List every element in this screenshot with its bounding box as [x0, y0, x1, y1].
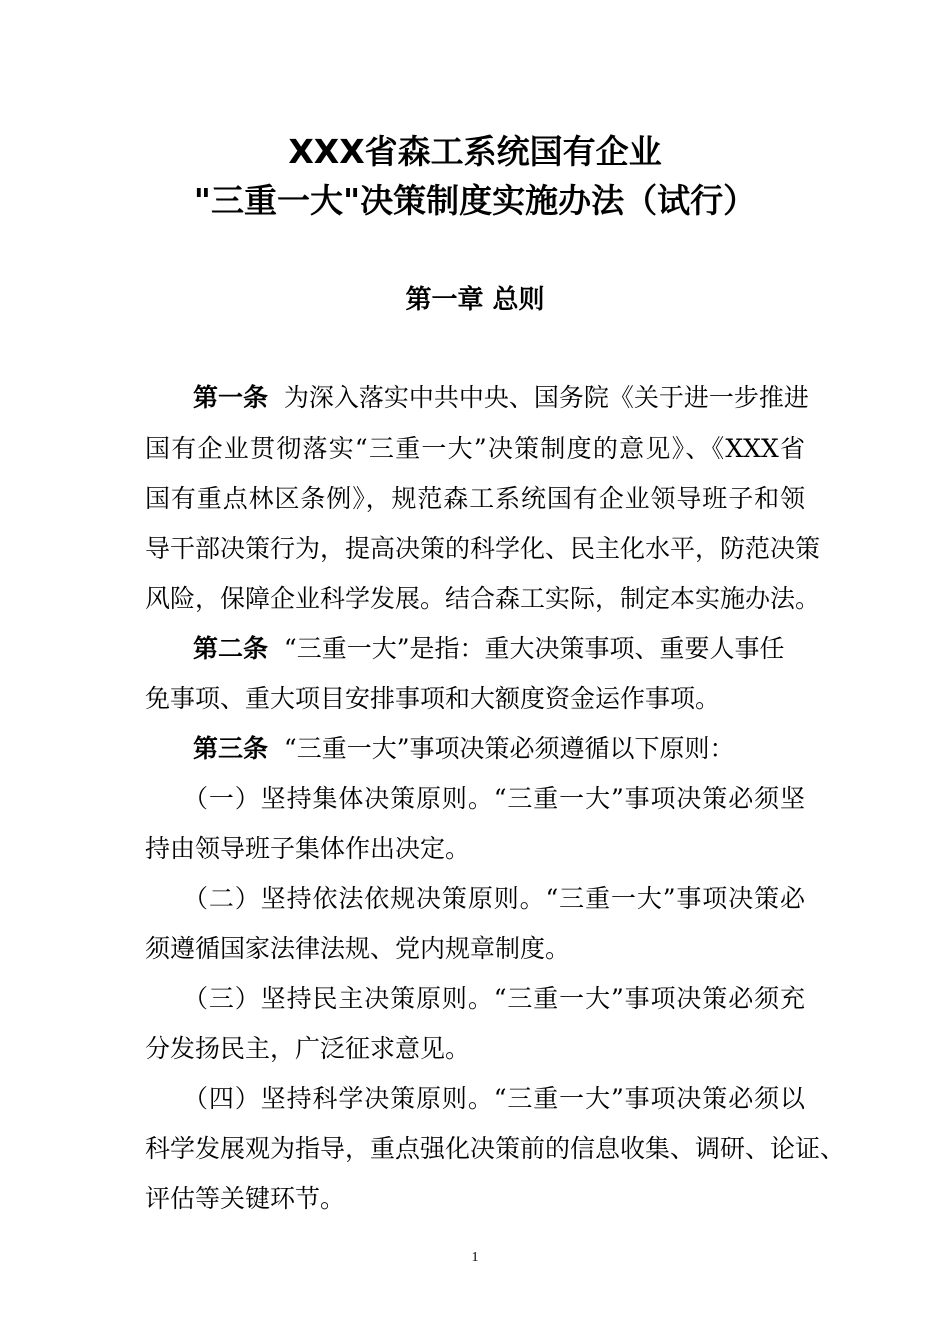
principle-2-line: 须遵循国家法律法规、党内规章制度。 — [145, 934, 571, 963]
article-1-line: 导干部决策行为，提高决策的科学化、民主化水平，防范决策 — [145, 534, 821, 563]
article-1-label: 第一条 — [193, 383, 269, 412]
article-3-first-line — [193, 732, 735, 766]
article-1-line: 风险，保障企业科学发展。结合森工实际，制定本实施办法。 — [145, 584, 821, 613]
principle-1-line: （一）坚持集体决策原则。“三重一大”事项决策必须坚 — [183, 784, 805, 813]
article-2-first-line — [193, 632, 805, 666]
article-1-line: 国有重点林区条例》，规范森工系统国有企业领导班子和领 — [145, 484, 805, 513]
article-3-text: “三重一大”事项决策必须遵循以下原则： — [283, 734, 735, 763]
principle-1-line: 持由领导班子集体作出决定。 — [145, 834, 471, 863]
page-number: 1 — [471, 1250, 479, 1265]
article-1-line: 国有企业贯彻落实“三重一大”决策制度的意见》、《XXX省 — [145, 434, 805, 463]
article-2-text: “三重一大”是指：重大决策事项、重要人事任 — [283, 634, 785, 663]
principle-3-line: （三）坚持民主决策原则。“三重一大”事项决策必须充 — [183, 984, 805, 1013]
principle-2-line: （二）坚持依法依规决策原则。“三重一大”事项决策必 — [183, 884, 805, 913]
principle-4-line: 科学发展观为指导，重点强化决策前的信息收集、调研、论证、 — [145, 1134, 846, 1163]
article-1-text: 为深入落实中共中央、国务院《关于进一步推进 — [283, 383, 809, 412]
article-2-label: 第二条 — [193, 634, 269, 663]
chapter-heading: 第一章 总则 — [405, 285, 545, 315]
article-1-first-line — [193, 381, 809, 415]
article-2-line: 免事项、重大项目安排事项和大额度资金运作事项。 — [145, 684, 721, 713]
article-3-label: 第三条 — [193, 734, 269, 763]
principle-4-line: （四）坚持科学决策原则。“三重一大”事项决策必须以 — [183, 1084, 805, 1113]
document-title-line-2: "三重一大"决策制度实施办法（试行） — [193, 181, 757, 220]
document-title-line-1: XXX省森工系统国有企业 — [288, 132, 662, 171]
principle-4-line: 评估等关键环节。 — [145, 1184, 346, 1213]
principle-3-line: 分发扬民主，广泛征求意见。 — [145, 1034, 471, 1063]
